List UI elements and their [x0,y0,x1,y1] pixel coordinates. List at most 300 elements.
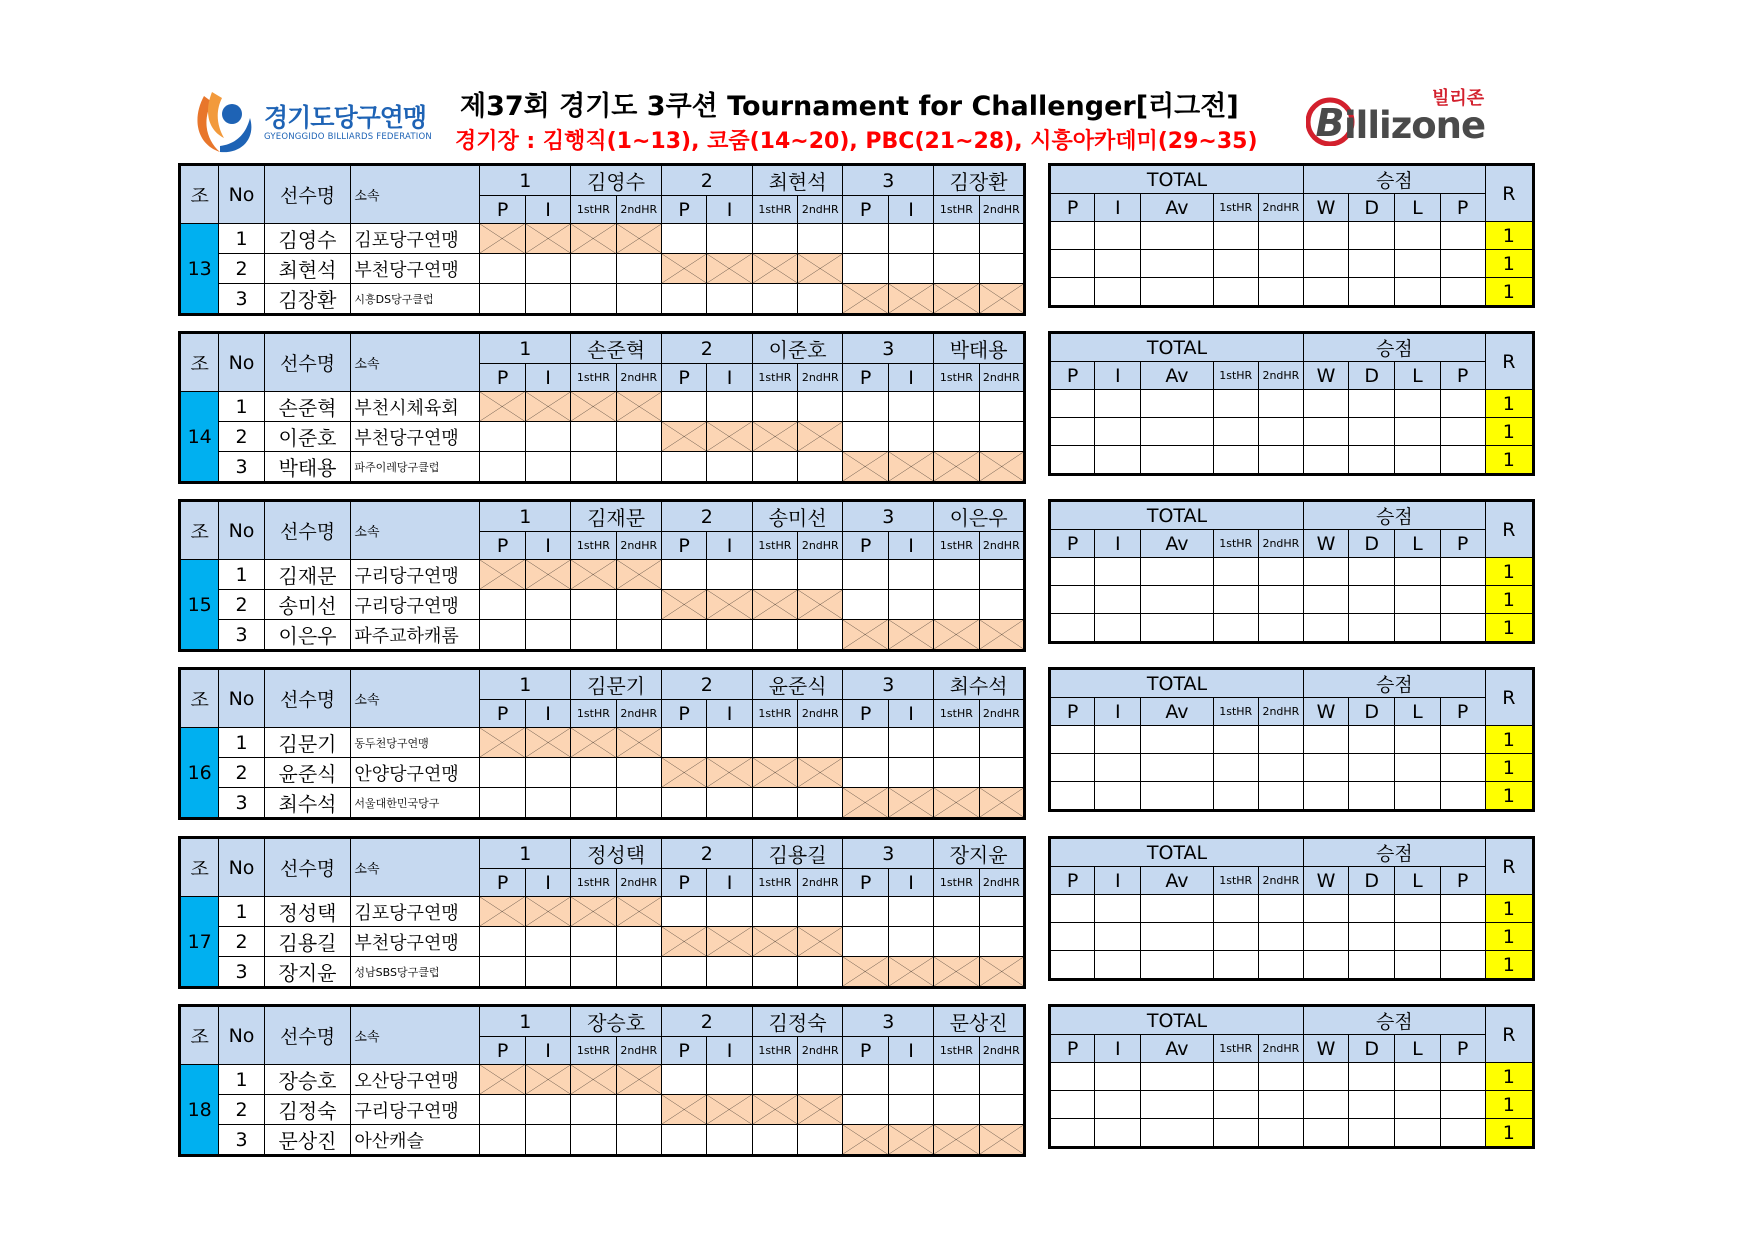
score-cell[interactable] [979,1095,1024,1125]
summary-cell[interactable] [1095,726,1141,754]
summary-cell[interactable] [1213,951,1258,980]
summary-cell[interactable] [1258,586,1303,614]
summary-cell[interactable] [1440,782,1485,811]
score-cell[interactable] [843,927,888,957]
score-cell[interactable] [979,560,1024,590]
summary-cell[interactable] [1141,923,1213,951]
score-cell[interactable] [934,392,979,422]
summary-cell[interactable] [1050,1063,1095,1091]
score-cell[interactable] [798,897,843,927]
score-cell[interactable] [525,758,570,788]
score-cell[interactable] [525,1125,570,1156]
score-cell[interactable] [843,1065,888,1095]
score-cell[interactable] [888,728,933,758]
score-cell[interactable] [934,1065,979,1095]
summary-cell[interactable] [1258,726,1303,754]
summary-cell[interactable] [1440,586,1485,614]
summary-cell[interactable] [1303,782,1348,811]
summary-cell[interactable] [1050,222,1095,250]
summary-cell[interactable] [1395,754,1440,782]
summary-cell[interactable] [1440,222,1485,250]
summary-cell[interactable] [1095,250,1141,278]
score-cell[interactable] [798,560,843,590]
summary-cell[interactable] [1213,558,1258,586]
summary-cell[interactable] [1050,278,1095,307]
score-cell[interactable] [979,254,1024,284]
score-cell[interactable] [525,620,570,651]
summary-cell[interactable] [1095,923,1141,951]
summary-cell[interactable] [1303,278,1348,307]
score-cell[interactable] [480,957,525,988]
summary-cell[interactable] [1050,1091,1095,1119]
score-cell[interactable] [616,788,661,819]
score-cell[interactable] [707,728,752,758]
summary-cell[interactable] [1050,1119,1095,1148]
summary-cell[interactable] [1141,951,1213,980]
score-cell[interactable] [934,422,979,452]
score-cell[interactable] [979,897,1024,927]
summary-cell[interactable] [1395,895,1440,923]
summary-cell[interactable] [1258,1091,1303,1119]
summary-cell[interactable] [1258,418,1303,446]
summary-cell[interactable] [1213,446,1258,475]
score-cell[interactable] [979,224,1024,254]
score-cell[interactable] [571,1125,616,1156]
summary-cell[interactable] [1141,558,1213,586]
summary-cell[interactable] [1095,895,1141,923]
score-cell[interactable] [798,957,843,988]
score-cell[interactable] [979,1065,1024,1095]
summary-cell[interactable] [1303,1119,1348,1148]
summary-cell[interactable] [1440,1091,1485,1119]
summary-cell[interactable] [1095,390,1141,418]
summary-cell[interactable] [1349,446,1395,475]
score-cell[interactable] [616,758,661,788]
score-cell[interactable] [571,927,616,957]
score-cell[interactable] [798,392,843,422]
summary-cell[interactable] [1095,222,1141,250]
summary-cell[interactable] [1440,446,1485,475]
summary-cell[interactable] [1303,1063,1348,1091]
score-cell[interactable] [934,758,979,788]
score-cell[interactable] [798,620,843,651]
score-cell[interactable] [616,284,661,315]
summary-cell[interactable] [1303,250,1348,278]
summary-cell[interactable] [1258,250,1303,278]
summary-cell[interactable] [1395,418,1440,446]
score-cell[interactable] [707,284,752,315]
score-cell[interactable] [525,254,570,284]
summary-cell[interactable] [1349,558,1395,586]
score-cell[interactable] [661,1065,706,1095]
summary-cell[interactable] [1095,418,1141,446]
score-cell[interactable] [480,758,525,788]
score-cell[interactable] [888,897,933,927]
summary-cell[interactable] [1141,754,1213,782]
summary-cell[interactable] [1213,418,1258,446]
score-cell[interactable] [843,560,888,590]
summary-cell[interactable] [1141,390,1213,418]
score-cell[interactable] [661,620,706,651]
summary-cell[interactable] [1395,446,1440,475]
score-cell[interactable] [752,284,797,315]
summary-cell[interactable] [1095,1119,1141,1148]
summary-cell[interactable] [1095,278,1141,307]
score-cell[interactable] [752,224,797,254]
score-cell[interactable] [752,452,797,483]
score-cell[interactable] [752,392,797,422]
score-cell[interactable] [707,897,752,927]
summary-cell[interactable] [1258,390,1303,418]
score-cell[interactable] [798,788,843,819]
summary-cell[interactable] [1213,586,1258,614]
score-cell[interactable] [798,452,843,483]
summary-cell[interactable] [1303,1091,1348,1119]
summary-cell[interactable] [1395,1063,1440,1091]
summary-cell[interactable] [1141,1063,1213,1091]
summary-cell[interactable] [1349,923,1395,951]
summary-cell[interactable] [1258,1119,1303,1148]
score-cell[interactable] [525,927,570,957]
score-cell[interactable] [888,1095,933,1125]
summary-cell[interactable] [1213,250,1258,278]
score-cell[interactable] [934,560,979,590]
summary-cell[interactable] [1258,558,1303,586]
score-cell[interactable] [752,897,797,927]
score-cell[interactable] [979,392,1024,422]
score-cell[interactable] [888,422,933,452]
summary-cell[interactable] [1303,951,1348,980]
summary-cell[interactable] [1395,586,1440,614]
score-cell[interactable] [707,1125,752,1156]
summary-cell[interactable] [1440,1119,1485,1148]
score-cell[interactable] [798,1065,843,1095]
summary-cell[interactable] [1303,446,1348,475]
score-cell[interactable] [843,254,888,284]
summary-cell[interactable] [1258,614,1303,643]
summary-cell[interactable] [1395,1091,1440,1119]
score-cell[interactable] [934,254,979,284]
summary-cell[interactable] [1303,726,1348,754]
summary-cell[interactable] [1349,222,1395,250]
summary-cell[interactable] [1213,923,1258,951]
score-cell[interactable] [979,758,1024,788]
summary-cell[interactable] [1303,754,1348,782]
summary-cell[interactable] [1050,754,1095,782]
score-cell[interactable] [888,758,933,788]
score-cell[interactable] [707,957,752,988]
summary-cell[interactable] [1258,923,1303,951]
summary-cell[interactable] [1440,895,1485,923]
summary-cell[interactable] [1213,1119,1258,1148]
summary-cell[interactable] [1050,895,1095,923]
summary-cell[interactable] [1440,250,1485,278]
score-cell[interactable] [843,728,888,758]
score-cell[interactable] [798,284,843,315]
summary-cell[interactable] [1349,951,1395,980]
score-cell[interactable] [707,788,752,819]
score-cell[interactable] [480,422,525,452]
score-cell[interactable] [616,957,661,988]
score-cell[interactable] [480,927,525,957]
score-cell[interactable] [616,254,661,284]
summary-cell[interactable] [1440,558,1485,586]
score-cell[interactable] [888,254,933,284]
score-cell[interactable] [843,224,888,254]
score-cell[interactable] [934,224,979,254]
summary-cell[interactable] [1141,614,1213,643]
summary-cell[interactable] [1258,1063,1303,1091]
summary-cell[interactable] [1050,250,1095,278]
score-cell[interactable] [525,452,570,483]
score-cell[interactable] [979,590,1024,620]
summary-cell[interactable] [1141,1119,1213,1148]
score-cell[interactable] [525,788,570,819]
score-cell[interactable] [661,728,706,758]
summary-cell[interactable] [1349,1091,1395,1119]
summary-cell[interactable] [1050,390,1095,418]
summary-cell[interactable] [1440,923,1485,951]
summary-cell[interactable] [1440,390,1485,418]
score-cell[interactable] [979,927,1024,957]
summary-cell[interactable] [1440,754,1485,782]
summary-cell[interactable] [1349,726,1395,754]
summary-cell[interactable] [1395,250,1440,278]
score-cell[interactable] [480,452,525,483]
score-cell[interactable] [843,392,888,422]
score-cell[interactable] [752,620,797,651]
summary-cell[interactable] [1303,923,1348,951]
score-cell[interactable] [480,254,525,284]
score-cell[interactable] [888,590,933,620]
summary-cell[interactable] [1349,278,1395,307]
score-cell[interactable] [752,788,797,819]
score-cell[interactable] [571,452,616,483]
score-cell[interactable] [480,284,525,315]
summary-cell[interactable] [1050,418,1095,446]
summary-cell[interactable] [1349,754,1395,782]
score-cell[interactable] [525,284,570,315]
summary-cell[interactable] [1213,1063,1258,1091]
summary-cell[interactable] [1141,446,1213,475]
summary-cell[interactable] [1258,951,1303,980]
summary-cell[interactable] [1213,1091,1258,1119]
summary-cell[interactable] [1349,586,1395,614]
summary-cell[interactable] [1303,222,1348,250]
score-cell[interactable] [798,728,843,758]
summary-cell[interactable] [1141,418,1213,446]
summary-cell[interactable] [1213,222,1258,250]
summary-cell[interactable] [1095,951,1141,980]
summary-cell[interactable] [1349,895,1395,923]
summary-cell[interactable] [1095,446,1141,475]
summary-cell[interactable] [1141,586,1213,614]
score-cell[interactable] [979,728,1024,758]
summary-cell[interactable] [1440,1063,1485,1091]
summary-cell[interactable] [1349,782,1395,811]
summary-cell[interactable] [1213,390,1258,418]
summary-cell[interactable] [1095,614,1141,643]
score-cell[interactable] [525,1095,570,1125]
score-cell[interactable] [616,590,661,620]
summary-cell[interactable] [1395,782,1440,811]
score-cell[interactable] [843,422,888,452]
score-cell[interactable] [888,224,933,254]
score-cell[interactable] [707,392,752,422]
score-cell[interactable] [798,1125,843,1156]
score-cell[interactable] [888,1065,933,1095]
summary-cell[interactable] [1349,418,1395,446]
summary-cell[interactable] [1141,278,1213,307]
summary-cell[interactable] [1395,390,1440,418]
score-cell[interactable] [616,452,661,483]
summary-cell[interactable] [1349,390,1395,418]
summary-cell[interactable] [1141,895,1213,923]
summary-cell[interactable] [1258,222,1303,250]
summary-cell[interactable] [1141,782,1213,811]
summary-cell[interactable] [1213,754,1258,782]
summary-cell[interactable] [1303,418,1348,446]
summary-cell[interactable] [1213,726,1258,754]
score-cell[interactable] [661,957,706,988]
summary-cell[interactable] [1395,278,1440,307]
score-cell[interactable] [843,758,888,788]
summary-cell[interactable] [1095,1091,1141,1119]
summary-cell[interactable] [1395,951,1440,980]
score-cell[interactable] [707,1065,752,1095]
score-cell[interactable] [661,284,706,315]
score-cell[interactable] [661,897,706,927]
summary-cell[interactable] [1349,250,1395,278]
score-cell[interactable] [934,927,979,957]
summary-cell[interactable] [1349,1119,1395,1148]
score-cell[interactable] [752,560,797,590]
summary-cell[interactable] [1395,222,1440,250]
summary-cell[interactable] [1395,923,1440,951]
score-cell[interactable] [571,788,616,819]
summary-cell[interactable] [1141,726,1213,754]
summary-cell[interactable] [1303,586,1348,614]
score-cell[interactable] [571,254,616,284]
summary-cell[interactable] [1050,586,1095,614]
score-cell[interactable] [934,590,979,620]
score-cell[interactable] [707,560,752,590]
summary-cell[interactable] [1303,895,1348,923]
summary-cell[interactable] [1213,614,1258,643]
summary-cell[interactable] [1213,782,1258,811]
summary-cell[interactable] [1050,446,1095,475]
summary-cell[interactable] [1395,614,1440,643]
summary-cell[interactable] [1050,923,1095,951]
score-cell[interactable] [661,1125,706,1156]
summary-cell[interactable] [1440,278,1485,307]
score-cell[interactable] [707,224,752,254]
score-cell[interactable] [798,224,843,254]
score-cell[interactable] [934,728,979,758]
summary-cell[interactable] [1050,614,1095,643]
score-cell[interactable] [752,728,797,758]
summary-cell[interactable] [1095,558,1141,586]
score-cell[interactable] [480,1095,525,1125]
score-cell[interactable] [571,620,616,651]
summary-cell[interactable] [1141,250,1213,278]
summary-cell[interactable] [1258,895,1303,923]
summary-cell[interactable] [1141,222,1213,250]
score-cell[interactable] [661,392,706,422]
summary-cell[interactable] [1303,614,1348,643]
score-cell[interactable] [843,897,888,927]
score-cell[interactable] [525,590,570,620]
summary-cell[interactable] [1395,726,1440,754]
summary-cell[interactable] [1050,726,1095,754]
summary-cell[interactable] [1440,614,1485,643]
summary-cell[interactable] [1258,782,1303,811]
summary-cell[interactable] [1050,951,1095,980]
score-cell[interactable] [752,1125,797,1156]
score-cell[interactable] [480,1125,525,1156]
summary-cell[interactable] [1095,586,1141,614]
score-cell[interactable] [480,788,525,819]
summary-cell[interactable] [1440,418,1485,446]
summary-cell[interactable] [1258,278,1303,307]
score-cell[interactable] [661,452,706,483]
score-cell[interactable] [934,1095,979,1125]
score-cell[interactable] [979,422,1024,452]
summary-cell[interactable] [1303,390,1348,418]
summary-cell[interactable] [1440,726,1485,754]
score-cell[interactable] [616,1095,661,1125]
score-cell[interactable] [616,927,661,957]
score-cell[interactable] [571,1095,616,1125]
summary-cell[interactable] [1095,1063,1141,1091]
summary-cell[interactable] [1258,754,1303,782]
summary-cell[interactable] [1258,446,1303,475]
summary-cell[interactable] [1050,558,1095,586]
score-cell[interactable] [661,788,706,819]
score-cell[interactable] [571,758,616,788]
summary-cell[interactable] [1395,1119,1440,1148]
score-cell[interactable] [616,422,661,452]
summary-cell[interactable] [1213,895,1258,923]
score-cell[interactable] [525,422,570,452]
score-cell[interactable] [571,590,616,620]
summary-cell[interactable] [1050,782,1095,811]
score-cell[interactable] [752,957,797,988]
score-cell[interactable] [480,620,525,651]
summary-cell[interactable] [1349,614,1395,643]
score-cell[interactable] [525,957,570,988]
score-cell[interactable] [661,224,706,254]
summary-cell[interactable] [1440,951,1485,980]
summary-cell[interactable] [1213,278,1258,307]
summary-cell[interactable] [1095,754,1141,782]
score-cell[interactable] [707,620,752,651]
score-cell[interactable] [843,590,888,620]
score-cell[interactable] [571,957,616,988]
score-cell[interactable] [616,1125,661,1156]
score-cell[interactable] [934,897,979,927]
summary-cell[interactable] [1395,558,1440,586]
score-cell[interactable] [888,392,933,422]
score-cell[interactable] [480,590,525,620]
summary-cell[interactable] [1349,1063,1395,1091]
score-cell[interactable] [661,560,706,590]
summary-cell[interactable] [1303,558,1348,586]
score-cell[interactable] [707,452,752,483]
summary-cell[interactable] [1141,1091,1213,1119]
score-cell[interactable] [571,284,616,315]
score-cell[interactable] [752,1065,797,1095]
